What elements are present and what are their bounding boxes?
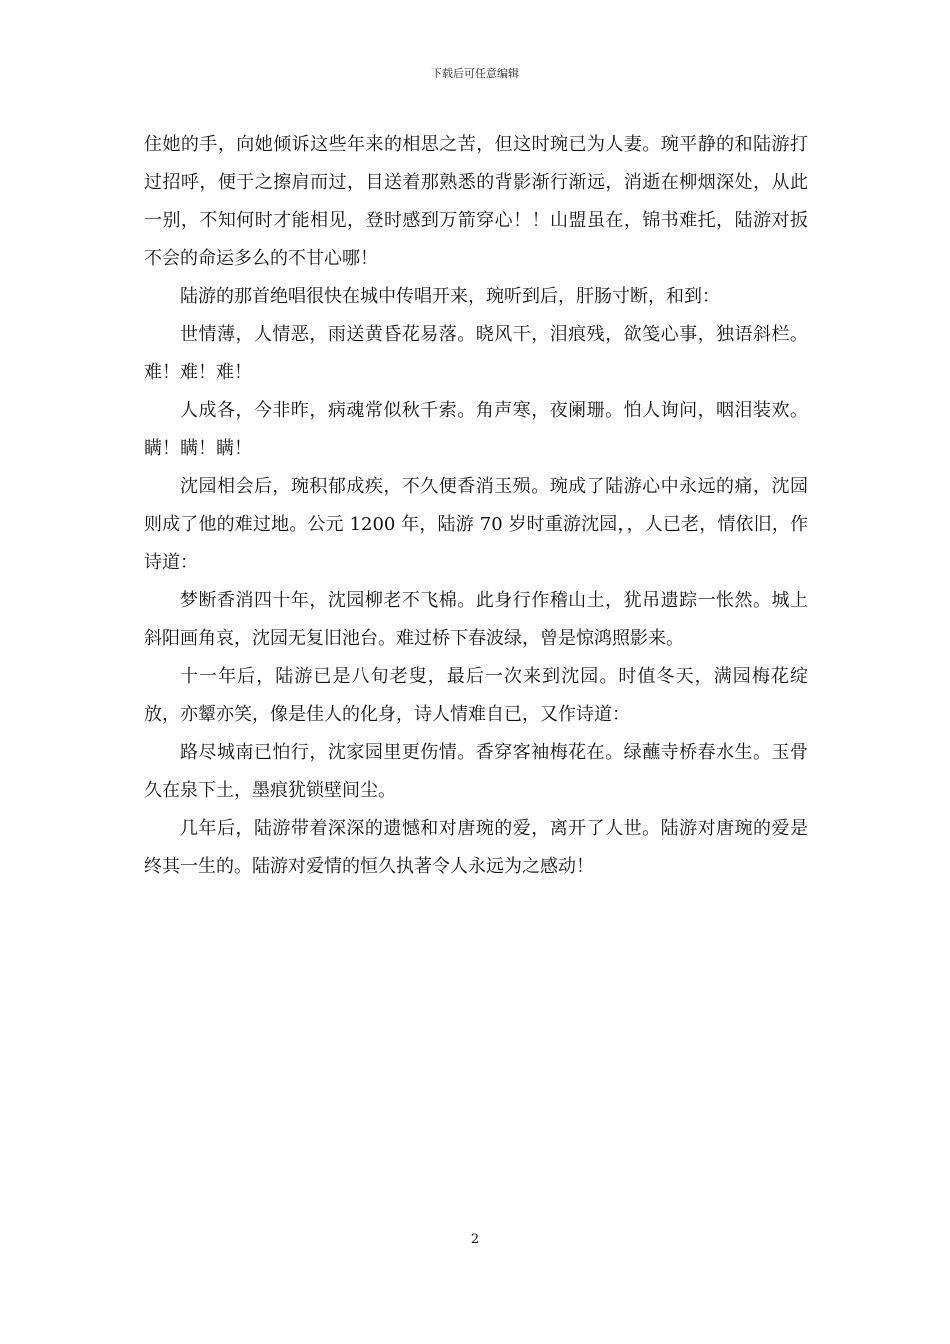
page-header: 下载后可任意编辑 — [431, 67, 519, 80]
document-body — [144, 126, 808, 886]
paragraph-3: 沈园相会后，琬积郁成疾，不久便香消玉殒。琬成了陆游心中永远的痛，沈园则成了他的难过地。公元 1200 年，陆游 70 岁时重游沈园，，人已老，情依旧，作诗道： — [144, 476, 808, 573]
paragraph-2: 陆游的那首绝唱很快在城中传唱开来，琬听到后，肝肠寸断，和到： — [180, 286, 720, 307]
paragraph-1: 住她的手，向她倾诉这些年来的相思之苦，但这时琬已为人妻。琬平静的和陆游打过招呼，便于之擦肩而过，目送着那熟悉的背影渐行渐远，消逝在柳烟深处，从此一别，不知何时才能相见，登时感到万箭穿心！！山盟虽在，锦书难托，陆游对扳不会的命运多么的不甘心哪！ — [144, 134, 808, 269]
paragraph-5: 几年后，陆游带着深深的遗憾和对唐琬的爱，离开了人世。陆游对唐琬的爱是终其一生的。陆游对爱情的恒久执著令人永远为之感动！ — [144, 818, 808, 877]
page-number: 2 — [470, 1232, 480, 1247]
poem-paragraph-1: 世情薄，人情恶，雨送黄昏花易落。晓风干，泪痕残，欲笺心事，独语斜栏。难！难！难！ — [144, 324, 808, 383]
poem-paragraph-3: 梦断香消四十年，沈园柳老不飞棉。此身行作稽山土，犹吊遗踪一怅然。城上斜阳画角哀，沈园无复旧池台。难过桥下春波绿，曾是惊鸿照影来。 — [144, 590, 808, 649]
paragraph-4: 十一年后，陆游已是八旬老叟，最后一次来到沈园。时值冬天，满园梅花绽放，亦颦亦笑，像是佳人的化身，诗人情难自已，又作诗道： — [144, 666, 808, 725]
poem-paragraph-2: 人成各，今非昨，病魂常似秋千索。角声寒，夜阑珊。怕人询问，咽泪装欢。瞒！瞒！瞒！ — [144, 400, 808, 459]
poem-paragraph-4: 路尽城南已怕行，沈家园里更伤情。香穿客袖梅花在。绿蘸寺桥春水生。玉骨久在泉下土，墨痕犹锁壁间尘。 — [144, 742, 808, 801]
